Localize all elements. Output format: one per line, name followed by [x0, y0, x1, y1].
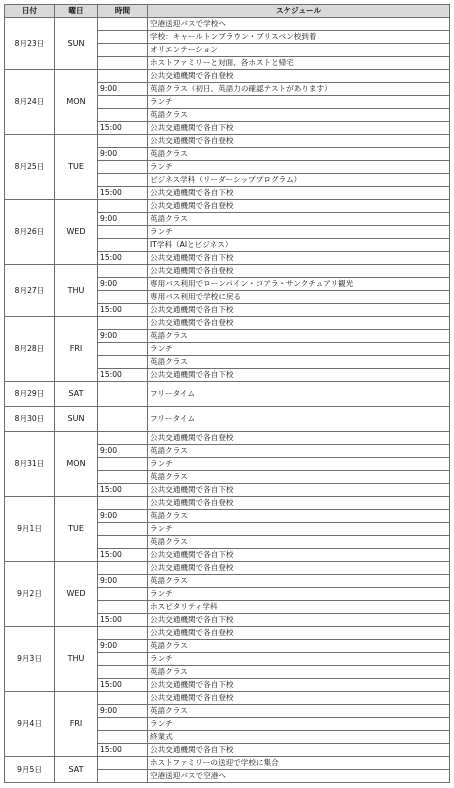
weekday-cell: SUN: [55, 407, 98, 432]
weekday-cell: SUN: [55, 18, 98, 70]
table-row: [5, 692, 450, 705]
date-cell: 8月27日: [5, 265, 55, 317]
time-cell: [98, 57, 148, 70]
time-cell: 15:00: [98, 679, 148, 692]
weekday-cell: WED: [55, 562, 98, 627]
activity-cell: 公共交通機関で各自下校: [148, 549, 450, 562]
header-schedule: スケジュール: [148, 5, 450, 18]
time-cell: [98, 44, 148, 57]
time-cell: [98, 536, 148, 549]
header-row: [5, 5, 450, 18]
time-cell: [98, 601, 148, 614]
time-cell: [98, 770, 148, 783]
activity-cell: 公共交通機関で各自登校: [148, 432, 450, 445]
activity-cell: 空港送迎バスで学校へ: [148, 18, 450, 31]
weekday-cell: MON: [55, 70, 98, 135]
activity-cell: 公共交通機関で各自下校: [148, 484, 450, 497]
activity-cell: 英語クラス: [148, 148, 450, 161]
time-cell: [98, 382, 148, 407]
activity-cell: 終業式: [148, 731, 450, 744]
table-row: [5, 70, 450, 83]
activity-cell: 英語クラス: [148, 666, 450, 679]
activity-cell: 専用バス利用でローンパイン・コアラ・サンクチュアリ観光: [148, 278, 450, 291]
activity-cell: 公共交通機関で各自下校: [148, 679, 450, 692]
date-cell: 9月2日: [5, 562, 55, 627]
time-cell: [98, 135, 148, 148]
time-cell: [98, 31, 148, 44]
date-cell: 9月4日: [5, 692, 55, 757]
activity-cell: 学校：キャールトンブラウン・ブリスベン校到着: [148, 31, 450, 44]
time-cell: [98, 70, 148, 83]
activity-cell: ランチ: [148, 458, 450, 471]
header-date: 日付: [5, 5, 55, 18]
activity-cell: 公共交通機関で各自下校: [148, 614, 450, 627]
time-cell: [98, 174, 148, 187]
activity-cell: 英語クラス: [148, 640, 450, 653]
time-cell: [98, 588, 148, 601]
activity-cell: 英語クラス: [148, 471, 450, 484]
time-cell: [98, 653, 148, 666]
activity-cell: ランチ: [148, 343, 450, 356]
table-row: [5, 407, 450, 432]
activity-cell: IT学科（AIとビジネス）: [148, 239, 450, 252]
time-cell: [98, 226, 148, 239]
weekday-cell: THU: [55, 627, 98, 692]
activity-cell: 公共交通機関で各自登校: [148, 627, 450, 640]
activity-cell: ホスピタリティ学科: [148, 601, 450, 614]
activity-cell: 公共交通機関で各自登校: [148, 692, 450, 705]
table-row: [5, 627, 450, 640]
time-cell: [98, 497, 148, 510]
activity-cell: 公共交通機関で各自下校: [148, 252, 450, 265]
activity-cell: 公共交通機関で各自下校: [148, 304, 450, 317]
table-row: [5, 135, 450, 148]
date-cell: 8月29日: [5, 382, 55, 407]
activity-cell: 公共交通機関で各自登校: [148, 135, 450, 148]
date-cell: 8月23日: [5, 18, 55, 70]
time-cell: 15:00: [98, 744, 148, 757]
weekday-cell: SAT: [55, 757, 98, 783]
activity-cell: 公共交通機関で各自下校: [148, 122, 450, 135]
table-row: [5, 382, 450, 407]
activity-cell: ランチ: [148, 226, 450, 239]
table-row: [5, 200, 450, 213]
schedule-body: [5, 18, 450, 783]
time-cell: 9:00: [98, 148, 148, 161]
activity-cell: 専用バス利用で学校に戻る: [148, 291, 450, 304]
activity-cell: オリエンテーション: [148, 44, 450, 57]
activity-cell: 公共交通機関で各自登校: [148, 562, 450, 575]
time-cell: 15:00: [98, 122, 148, 135]
activity-cell: 公共交通機関で各自下校: [148, 744, 450, 757]
time-cell: [98, 407, 148, 432]
activity-cell: 公共交通機関で各自登校: [148, 265, 450, 278]
activity-cell: フリータイム: [148, 382, 450, 407]
schedule-table: [4, 4, 450, 783]
activity-cell: ランチ: [148, 718, 450, 731]
weekday-cell: SAT: [55, 382, 98, 407]
time-cell: [98, 731, 148, 744]
table-row: [5, 562, 450, 575]
activity-cell: 英語クラス: [148, 445, 450, 458]
activity-cell: ランチ: [148, 523, 450, 536]
time-cell: [98, 562, 148, 575]
activity-cell: 英語クラス: [148, 536, 450, 549]
table-row: [5, 317, 450, 330]
time-cell: [98, 109, 148, 122]
activity-cell: 公共交通機関で各自登校: [148, 497, 450, 510]
table-row: [5, 265, 450, 278]
time-cell: [98, 432, 148, 445]
activity-cell: ランチ: [148, 588, 450, 601]
activity-cell: ホストファミリーと対面、各ホストと帰宅: [148, 57, 450, 70]
time-cell: [98, 18, 148, 31]
time-cell: 9:00: [98, 278, 148, 291]
time-cell: [98, 523, 148, 536]
activity-cell: 英語クラス: [148, 575, 450, 588]
time-cell: 9:00: [98, 640, 148, 653]
time-cell: [98, 239, 148, 252]
time-cell: [98, 161, 148, 174]
time-cell: [98, 471, 148, 484]
time-cell: [98, 291, 148, 304]
header-time: 時間: [98, 5, 148, 18]
time-cell: [98, 317, 148, 330]
activity-cell: ホストファミリーの送迎で学校に集合: [148, 757, 450, 770]
activity-cell: 英語クラス: [148, 510, 450, 523]
date-cell: 8月25日: [5, 135, 55, 200]
time-cell: [98, 343, 148, 356]
time-cell: 9:00: [98, 330, 148, 343]
activity-cell: 公共交通機関で各自下校: [148, 187, 450, 200]
time-cell: 15:00: [98, 369, 148, 382]
time-cell: [98, 627, 148, 640]
time-cell: [98, 718, 148, 731]
time-cell: 15:00: [98, 614, 148, 627]
table-row: [5, 432, 450, 445]
time-cell: 9:00: [98, 575, 148, 588]
time-cell: 15:00: [98, 549, 148, 562]
weekday-cell: TUE: [55, 135, 98, 200]
time-cell: 15:00: [98, 187, 148, 200]
time-cell: 9:00: [98, 445, 148, 458]
activity-cell: フリータイム: [148, 407, 450, 432]
header-day: 曜日: [55, 5, 98, 18]
time-cell: 9:00: [98, 213, 148, 226]
weekday-cell: FRI: [55, 692, 98, 757]
time-cell: [98, 200, 148, 213]
date-cell: 8月24日: [5, 70, 55, 135]
weekday-cell: MON: [55, 432, 98, 497]
time-cell: [98, 666, 148, 679]
time-cell: 9:00: [98, 705, 148, 718]
activity-cell: ランチ: [148, 653, 450, 666]
table-row: [5, 497, 450, 510]
activity-cell: ビジネス学科（リーダーシッププログラム）: [148, 174, 450, 187]
time-cell: [98, 356, 148, 369]
activity-cell: 空港送迎バスで空港へ: [148, 770, 450, 783]
time-cell: [98, 265, 148, 278]
weekday-cell: TUE: [55, 497, 98, 562]
table-row: [5, 757, 450, 770]
activity-cell: 英語クラス: [148, 213, 450, 226]
activity-cell: 英語クラス: [148, 705, 450, 718]
activity-cell: 英語クラス（初日、英語力の確認テストがあります）: [148, 83, 450, 96]
activity-cell: 英語クラス: [148, 356, 450, 369]
activity-cell: 英語クラス: [148, 109, 450, 122]
date-cell: 8月26日: [5, 200, 55, 265]
time-cell: [98, 458, 148, 471]
time-cell: 9:00: [98, 83, 148, 96]
time-cell: 15:00: [98, 484, 148, 497]
time-cell: 15:00: [98, 252, 148, 265]
time-cell: 9:00: [98, 510, 148, 523]
activity-cell: ランチ: [148, 161, 450, 174]
activity-cell: 公共交通機関で各自登校: [148, 200, 450, 213]
time-cell: [98, 96, 148, 109]
time-cell: [98, 757, 148, 770]
date-cell: 9月1日: [5, 497, 55, 562]
activity-cell: 英語クラス: [148, 330, 450, 343]
time-cell: [98, 692, 148, 705]
date-cell: 9月5日: [5, 757, 55, 783]
weekday-cell: FRI: [55, 317, 98, 382]
activity-cell: 公共交通機関で各自登校: [148, 70, 450, 83]
time-cell: 15:00: [98, 304, 148, 317]
date-cell: 8月28日: [5, 317, 55, 382]
table-row: [5, 18, 450, 31]
weekday-cell: WED: [55, 200, 98, 265]
date-cell: 8月30日: [5, 407, 55, 432]
date-cell: 8月31日: [5, 432, 55, 497]
activity-cell: 公共交通機関で各自登校: [148, 317, 450, 330]
activity-cell: 公共交通機関で各自下校: [148, 369, 450, 382]
activity-cell: ランチ: [148, 96, 450, 109]
date-cell: 9月3日: [5, 627, 55, 692]
weekday-cell: THU: [55, 265, 98, 317]
